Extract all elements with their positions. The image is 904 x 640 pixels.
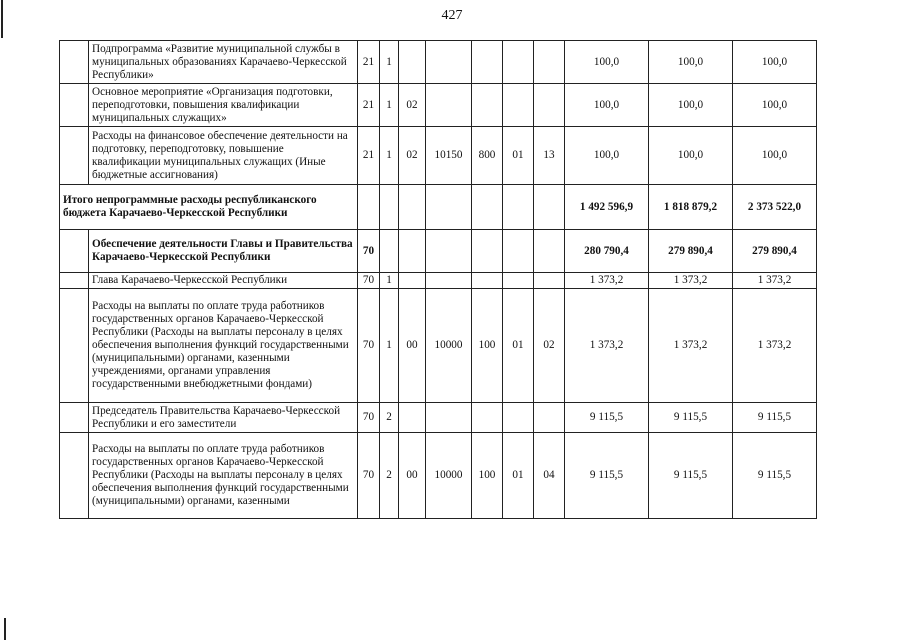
code-cell: 2 — [380, 433, 399, 519]
code-cell — [399, 185, 426, 230]
amount-cell: 100,0 — [733, 127, 817, 185]
code-cell — [399, 230, 426, 273]
amount-cell: 279 890,4 — [733, 230, 817, 273]
code-cell: 10000 — [426, 433, 472, 519]
code-cell: 100 — [472, 289, 503, 403]
code-cell: 00 — [399, 433, 426, 519]
indent-cell — [60, 403, 89, 433]
amount-cell: 9 115,5 — [649, 433, 733, 519]
budget-table — [59, 40, 817, 519]
table-row — [60, 84, 817, 127]
code-cell — [503, 84, 534, 127]
indent-cell — [60, 127, 89, 185]
code-cell — [472, 230, 503, 273]
page-number: 427 — [441, 8, 463, 23]
amount-cell: 1 373,2 — [733, 289, 817, 403]
code-cell: 10000 — [426, 289, 472, 403]
code-cell — [472, 273, 503, 289]
table-row — [60, 127, 817, 185]
amount-cell: 9 115,5 — [565, 403, 649, 433]
code-cell: 2 — [380, 403, 399, 433]
indent-cell — [60, 230, 89, 273]
row-name: Обеспечение деятельности Главы и Правительства Карачаево-Черкесской Республики — [89, 230, 358, 273]
code-cell — [426, 84, 472, 127]
table-row — [60, 289, 817, 403]
table-row — [60, 41, 817, 84]
code-cell: 21 — [358, 127, 380, 185]
amount-cell: 1 373,2 — [565, 273, 649, 289]
code-cell: 13 — [534, 127, 565, 185]
code-cell — [426, 273, 472, 289]
indent-cell — [60, 84, 89, 127]
code-cell: 21 — [358, 84, 380, 127]
row-name: Председатель Правительства Карачаево-Черкесской Республики и его заместители — [89, 403, 358, 433]
amount-cell: 9 115,5 — [733, 403, 817, 433]
code-cell — [426, 230, 472, 273]
code-cell: 00 — [399, 289, 426, 403]
code-cell: 01 — [503, 289, 534, 403]
code-cell — [399, 41, 426, 84]
code-cell — [503, 185, 534, 230]
amount-cell: 100,0 — [733, 41, 817, 84]
table-row-total — [60, 185, 817, 230]
table-row — [60, 403, 817, 433]
code-cell — [503, 41, 534, 84]
indent-cell — [60, 273, 89, 289]
code-cell: 1 — [380, 41, 399, 84]
amount-cell: 280 790,4 — [565, 230, 649, 273]
code-cell — [534, 41, 565, 84]
code-cell: 70 — [358, 273, 380, 289]
row-name: Подпрограмма «Развитие муниципальной службы в муниципальных образованиях Карачаево-Черкесской Республики» — [89, 41, 358, 84]
amount-cell: 100,0 — [649, 41, 733, 84]
row-name: Расходы на выплаты по оплате труда работников государственных органов Карачаево-Черкесской Республики (Расходы на выплаты персоналу в целях обеспечения выполнения функций государственными (муниципальными) органами, казенными учреждениями, органами управления государственными внебюджетными фондами) — [89, 289, 358, 403]
code-cell: 10150 — [426, 127, 472, 185]
amount-cell: 1 373,2 — [649, 289, 733, 403]
scan-edge-mark — [4, 618, 6, 640]
code-cell — [472, 185, 503, 230]
amount-cell: 100,0 — [649, 127, 733, 185]
amount-cell: 9 115,5 — [565, 433, 649, 519]
code-cell — [534, 273, 565, 289]
amount-cell: 1 818 879,2 — [649, 185, 733, 230]
code-cell: 04 — [534, 433, 565, 519]
code-cell — [426, 403, 472, 433]
code-cell — [472, 41, 503, 84]
code-cell: 70 — [358, 433, 380, 519]
code-cell: 100 — [472, 433, 503, 519]
amount-cell: 2 373 522,0 — [733, 185, 817, 230]
code-cell: 01 — [503, 127, 534, 185]
amount-cell: 279 890,4 — [649, 230, 733, 273]
row-name: Глава Карачаево-Черкесской Республики — [89, 273, 358, 289]
amount-cell: 100,0 — [733, 84, 817, 127]
code-cell — [399, 403, 426, 433]
row-name: Итого непрограммные расходы республиканского бюджета Карачаево-Черкесской Республики — [60, 185, 358, 230]
amount-cell: 100,0 — [565, 84, 649, 127]
code-cell: 1 — [380, 84, 399, 127]
code-cell: 02 — [399, 84, 426, 127]
table-row — [60, 433, 817, 519]
code-cell — [426, 41, 472, 84]
code-cell: 70 — [358, 403, 380, 433]
table-row — [60, 273, 817, 289]
amount-cell: 1 373,2 — [649, 273, 733, 289]
code-cell — [426, 185, 472, 230]
amount-cell: 100,0 — [565, 127, 649, 185]
code-cell — [534, 403, 565, 433]
amount-cell: 9 115,5 — [733, 433, 817, 519]
code-cell — [472, 84, 503, 127]
row-name: Расходы на выплаты по оплате труда работников государственных органов Карачаево-Черкесской Республики (Расходы на выплаты персоналу в целях обеспечения выполнения функций государственными (муниципальными) органами, казенными — [89, 433, 358, 519]
amount-cell: 1 373,2 — [733, 273, 817, 289]
code-cell: 70 — [358, 230, 380, 273]
code-cell: 800 — [472, 127, 503, 185]
code-cell — [534, 230, 565, 273]
row-name: Основное мероприятие «Организация подготовки, переподготовки, повышения квалификации муниципальных служащих» — [89, 84, 358, 127]
code-cell — [534, 185, 565, 230]
code-cell: 01 — [503, 433, 534, 519]
code-cell: 1 — [380, 289, 399, 403]
code-cell: 02 — [534, 289, 565, 403]
code-cell — [380, 230, 399, 273]
row-name: Расходы на финансовое обеспечение деятельности на подготовку, переподготовку, повышение квалификации муниципальных служащих (Иные бюджетные ассигнования) — [89, 127, 358, 185]
amount-cell: 100,0 — [649, 84, 733, 127]
code-cell: 21 — [358, 41, 380, 84]
code-cell — [472, 403, 503, 433]
indent-cell — [60, 289, 89, 403]
code-cell: 1 — [380, 273, 399, 289]
amount-cell: 1 492 596,9 — [565, 185, 649, 230]
code-cell — [503, 273, 534, 289]
indent-cell — [60, 41, 89, 84]
code-cell — [503, 403, 534, 433]
code-cell — [399, 273, 426, 289]
indent-cell — [60, 433, 89, 519]
code-cell: 70 — [358, 289, 380, 403]
amount-cell: 1 373,2 — [565, 289, 649, 403]
table-row-section — [60, 230, 817, 273]
code-cell: 1 — [380, 127, 399, 185]
code-cell — [380, 185, 399, 230]
code-cell — [534, 84, 565, 127]
code-cell: 02 — [399, 127, 426, 185]
amount-cell: 9 115,5 — [649, 403, 733, 433]
code-cell — [358, 185, 380, 230]
code-cell — [503, 230, 534, 273]
amount-cell: 100,0 — [565, 41, 649, 84]
